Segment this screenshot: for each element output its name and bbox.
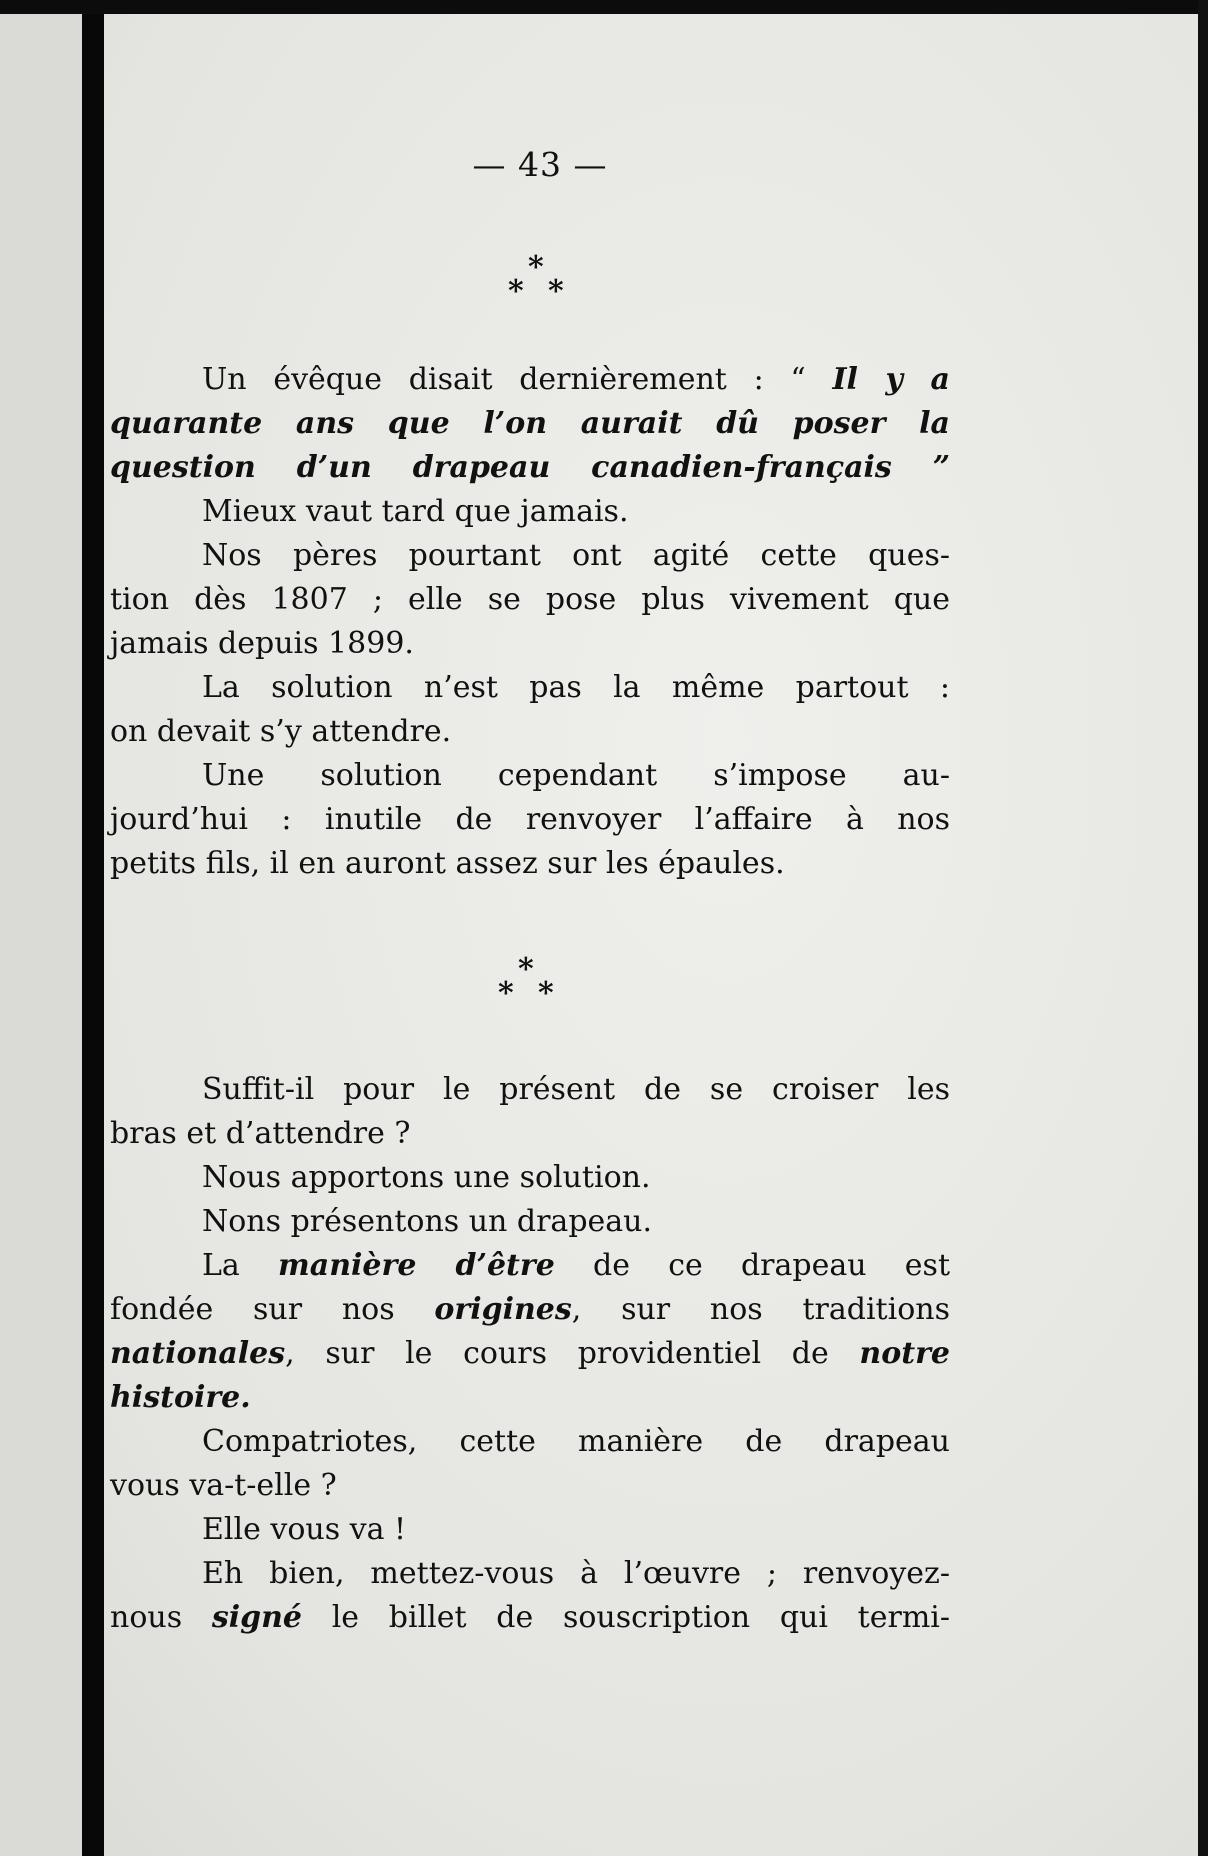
asterism-divider (490, 952, 570, 1012)
italic-text: origines (434, 1292, 572, 1327)
text-line (110, 1112, 950, 1156)
body-text: bras et d’attendre ? (110, 1116, 411, 1151)
text-line (110, 446, 950, 490)
italic-text: notre (859, 1336, 950, 1371)
asterism-divider (500, 250, 580, 310)
italic-text: histoire. (110, 1380, 251, 1415)
body-text: petits fils, il en auront assez sur les épaules. (110, 846, 785, 881)
italic-text: quarante ans que l’on aurait dû poser la (110, 406, 950, 441)
text-section-2 (110, 1068, 950, 1640)
text-line (110, 1464, 950, 1508)
body-text: Suffit-il pour le présent de se croiser les (202, 1072, 950, 1107)
body-text: La solution n’est pas la même partout : (202, 670, 950, 705)
body-text: jamais depuis 1899. (110, 626, 414, 661)
body-text: tion dès 1807 ; elle se pose plus vivement que (110, 582, 950, 617)
asterism-star: * (528, 250, 544, 285)
text-line (110, 578, 950, 622)
text-line (110, 1376, 950, 1420)
body-text: nous (110, 1600, 212, 1635)
page-number: — 43 — (472, 145, 608, 184)
text-line (110, 798, 950, 842)
body-text: , sur le cours providentiel de (285, 1336, 860, 1371)
text-line (110, 666, 950, 710)
text-line (110, 842, 950, 886)
text-line (110, 1332, 950, 1376)
text-section-1 (110, 358, 950, 886)
scan-right-border (1198, 0, 1208, 1856)
text-line (110, 1288, 950, 1332)
text-line (110, 710, 950, 754)
text-line (110, 402, 950, 446)
text-line (110, 1156, 950, 1200)
italic-text: question d’un drapeau canadien-français ” (110, 450, 950, 485)
italic-text: Il y a (832, 362, 950, 397)
italic-text: manière d’être (278, 1248, 555, 1283)
scan-top-border (0, 0, 1208, 14)
body-text: vous va-t-elle ? (110, 1468, 337, 1503)
body-text: on devait s’y attendre. (110, 714, 452, 749)
body-text: Un évêque disait dernièrement : “ (202, 362, 833, 397)
body-text: Eh bien, mettez-vous à l’œuvre ; renvoyez- (202, 1556, 950, 1591)
body-text: , sur nos traditions (571, 1292, 950, 1327)
body-text: Mieux vaut tard que jamais. (202, 494, 629, 529)
asterism-star: * (518, 952, 534, 987)
asterism-star: * (548, 274, 564, 309)
text-line (110, 358, 950, 402)
italic-text: nationales (110, 1336, 286, 1371)
asterism-star: * (508, 274, 524, 309)
text-line (110, 1200, 950, 1244)
asterism-star: * (538, 976, 554, 1011)
body-text: Compatriotes, cette manière de drapeau (202, 1424, 950, 1459)
text-line (110, 1420, 950, 1464)
text-line (110, 622, 950, 666)
facing-page-edge (0, 0, 82, 1856)
body-text: La (202, 1248, 279, 1283)
text-line (110, 1244, 950, 1288)
text-line (110, 490, 950, 534)
text-line (110, 534, 950, 578)
body-text: de ce drapeau est (554, 1248, 950, 1283)
asterism-star: * (498, 976, 514, 1011)
text-line (110, 754, 950, 798)
body-text: le billet de souscription qui termi- (302, 1600, 951, 1635)
body-text: fondée sur nos (110, 1292, 435, 1327)
text-line (110, 1552, 950, 1596)
body-text: Nos pères pourtant ont agité cette ques- (202, 538, 950, 573)
body-text: Une solution cependant s’impose au- (202, 758, 950, 793)
italic-text: signé (211, 1600, 302, 1635)
binding-shadow (82, 0, 104, 1856)
text-line (110, 1508, 950, 1552)
body-text: Elle vous va ! (202, 1512, 407, 1547)
body-text: jourd’hui : inutile de renvoyer l’affaire à nos (110, 802, 950, 837)
text-line (110, 1596, 950, 1640)
body-text: Nous apportons une solution. (202, 1160, 651, 1195)
text-line (110, 1068, 950, 1112)
body-text: Nons présentons un drapeau. (202, 1204, 653, 1239)
